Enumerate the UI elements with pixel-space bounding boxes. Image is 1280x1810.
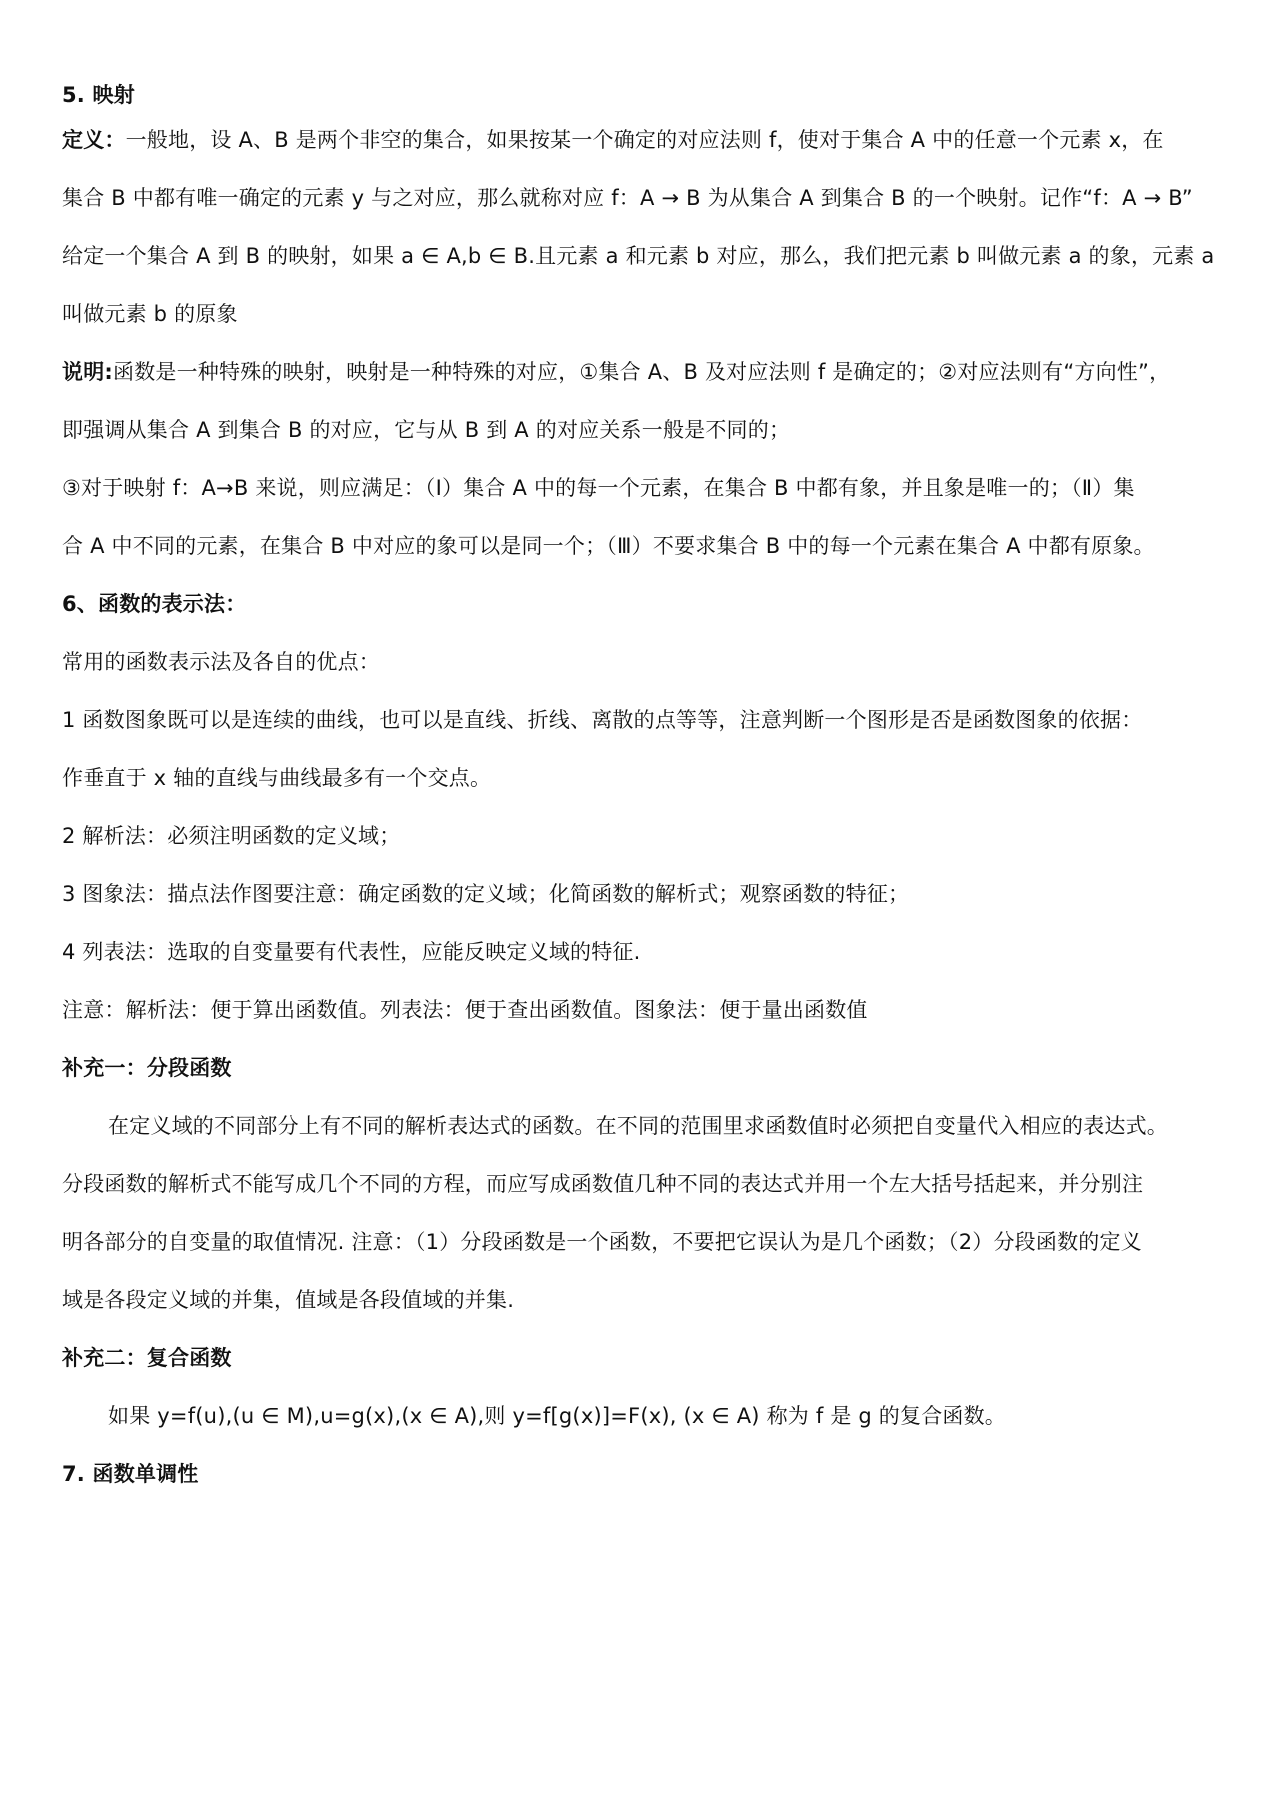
note-line-4: 合 A 中不同的元素，在集合 B 中对应的象可以是同一个；（Ⅲ）不要求集合 B 中的每一个元素在集合 A 中都有原象。 (62, 534, 1155, 558)
definition-line-3: 给定一个集合 A 到 B 的映射，如果 a ∈ A,b ∈ B.且元素 a 和元素 b 对应，那么，我们把元素 b 叫做元素 a 的象，元素 a (62, 244, 1215, 268)
definition-label: 定义： (62, 128, 126, 152)
s6-line-4: 2 解析法：必须注明函数的定义域； (62, 824, 401, 848)
supp1-line-2: 分段函数的解析式不能写成几个不同的方程，而应写成函数值几种不同的表达式并用一个左大括号括起来，并分别注 (62, 1172, 1144, 1196)
note-line-2: 即强调从集合 A 到集合 B 的对应，它与从 B 到 A 的对应关系一般是不同的； (62, 418, 791, 442)
supp1-line-3: 明各部分的自变量的取值情况. 注意：（1）分段函数是一个函数，不要把它误认为是几个函数；（2）分段函数的定义 (62, 1230, 1142, 1254)
definition-line-1 (62, 125, 1164, 155)
supp1-line-1: 在定义域的不同部分上有不同的解析表达式的函数。在不同的范围里求函数值时必须把自变量代入相应的表达式。 (108, 1114, 1168, 1138)
supplement-1-heading: 补充一：分段函数 (62, 1056, 232, 1080)
supplement-2-heading: 补充二：复合函数 (62, 1346, 232, 1370)
supp2-line-1: 如果 y=f(u),(u ∈ M),u=g(x),(x ∈ A),则 y=f[g(x)]=F(x), (x ∈ A) 称为 f 是 g 的复合函数。 (108, 1404, 1006, 1428)
definition-line-2: 集合 B 中都有唯一确定的元素 y 与之对应，那么就称对应 f：A → B 为从集合 A 到集合 B 的一个映射。记作“f：A → B” (62, 186, 1193, 210)
note-line-1 (62, 357, 1170, 387)
definition-text-1: 一般地，设 A、B 是两个非空的集合，如果按某一个确定的对应法则 f，使对于集合 A 中的任意一个元素 x，在 (125, 128, 1164, 152)
note-line-3: ③对于映射 f：A→B 来说，则应满足：（Ⅰ）集合 A 中的每一个元素，在集合 B 中都有象，并且象是唯一的；（Ⅱ）集 (62, 476, 1135, 500)
note-label: 说明: (62, 360, 113, 384)
note-text-1: 函数是一种特殊的映射，映射是一种特殊的对应，①集合 A、B 及对应法则 f 是确定的；②对应法则有“方向性”， (113, 360, 1171, 384)
section-5-heading: 5. 映射 (62, 83, 135, 107)
s6-line-6: 4 列表法：选取的自变量要有代表性，应能反映定义域的特征. (62, 940, 641, 964)
s6-line-7: 注意：解析法：便于算出函数值。列表法：便于查出函数值。图象法：便于量出函数值 (62, 998, 868, 1022)
s6-line-5: 3 图象法：描点法作图要注意：确定函数的定义域；化简函数的解析式；观察函数的特征； (62, 882, 910, 906)
section-6-heading: 6、函数的表示法： (62, 592, 247, 616)
definition-line-4: 叫做元素 b 的原象 (62, 302, 238, 326)
s6-line-1: 常用的函数表示法及各自的优点： (62, 650, 380, 674)
supp1-line-4: 域是各段定义域的并集，值域是各段值域的并集. (62, 1288, 515, 1312)
s6-line-2: 1 函数图象既可以是连续的曲线，也可以是直线、折线、离散的点等等，注意判断一个图形是否是函数图象的依据： (62, 708, 1143, 732)
s6-line-3: 作垂直于 x 轴的直线与曲线最多有一个交点。 (62, 766, 492, 790)
section-7-heading: 7. 函数单调性 (62, 1462, 199, 1486)
